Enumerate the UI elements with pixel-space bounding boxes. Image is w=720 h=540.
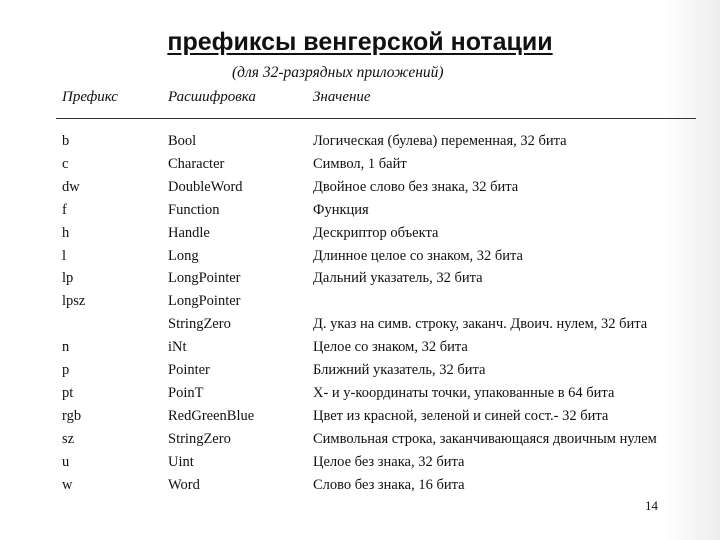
table-cell-meaning: Двойное слово без знака, 32 бита — [313, 178, 519, 195]
column-header-decode: Расшифровка — [168, 89, 256, 105]
table-cell-decode: PoinT — [168, 384, 204, 401]
header-divider — [56, 118, 696, 119]
slide-subtitle: (для 32-разрядных приложений) — [232, 64, 444, 81]
table-cell-decode: Function — [168, 201, 220, 218]
table-cell-decode: Uint — [168, 453, 194, 470]
table-cell-meaning: Целое со знаком, 32 бита — [313, 339, 468, 356]
table-cell-meaning: Цвет из красной, зеленой и синей сост.- 32 бита — [313, 407, 609, 424]
table-cell-decode: Pointer — [168, 362, 210, 378]
table-cell-decode: LongPointer — [168, 270, 241, 287]
table-cell-prefix: dw — [62, 178, 80, 195]
table-cell-prefix: c — [62, 155, 69, 172]
table-cell-meaning: Функция — [313, 201, 369, 218]
table-cell-meaning: Дескриптор объекта — [313, 224, 439, 241]
table-cell-prefix: f — [62, 201, 67, 218]
slide-title: префиксы венгерской нотации — [167, 28, 553, 56]
table-cell-prefix: sz — [62, 430, 75, 447]
table-cell-prefix: h — [62, 224, 70, 241]
table-cell-meaning: Дальний указатель, 32 бита — [313, 270, 483, 287]
table-cell-decode: Character — [168, 155, 225, 172]
table-cell-meaning: Д. указ на симв. строку, заканч. Двоич. нулем, 32 бита — [313, 316, 648, 333]
table-cell-decode: StringZero — [168, 430, 231, 447]
table-cell-meaning: Символ, 1 байт — [313, 155, 407, 172]
table-cell-prefix: pt — [62, 384, 74, 401]
table-cell-meaning: Слово без знака, 16 бита — [313, 476, 465, 493]
table-cell-meaning: Целое без знака, 32 бита — [313, 453, 465, 470]
table-cell-prefix: p — [62, 362, 70, 378]
table-cell-prefix: lp — [62, 270, 74, 287]
table-cell-decode: iNt — [168, 339, 187, 356]
table-cell-prefix: w — [62, 476, 73, 493]
table-cell-prefix: rgb — [62, 407, 82, 424]
table-cell-decode: DoubleWord — [168, 178, 243, 195]
table-cell-prefix: lpsz — [62, 293, 86, 310]
table-cell-decode: Word — [168, 476, 200, 493]
table-cell-meaning: Логическая (булева) переменная, 32 бита — [313, 133, 567, 149]
table-cell-prefix: n — [62, 339, 70, 356]
table-cell-prefix: l — [62, 247, 67, 264]
table-cell-decode: RedGreenBlue — [168, 407, 255, 424]
page-number: 14 — [645, 498, 658, 513]
table-cell-decode: StringZero — [168, 316, 231, 333]
table-cell-meaning: Ближний указатель, 32 бита — [313, 362, 486, 378]
table-cell-prefix: u — [62, 453, 70, 470]
table-cell-meaning: Символьная строка, заканчивающаяся двоичным нулем — [313, 430, 657, 447]
table-cell-prefix: b — [62, 133, 70, 149]
table-cell-decode: Long — [168, 247, 199, 264]
table-cell-decode: LongPointer — [168, 293, 241, 310]
table-cell-decode: Bool — [168, 133, 197, 149]
column-header-prefix: Префикс — [62, 89, 118, 105]
table-cell-meaning: X- и y-координаты точки, упакованные в 64 бита — [313, 384, 615, 401]
table-cell-decode: Handle — [168, 224, 210, 241]
table-cell-meaning: Длинное целое со знаком, 32 бита — [313, 247, 523, 264]
column-header-meaning: Значение — [313, 89, 371, 105]
